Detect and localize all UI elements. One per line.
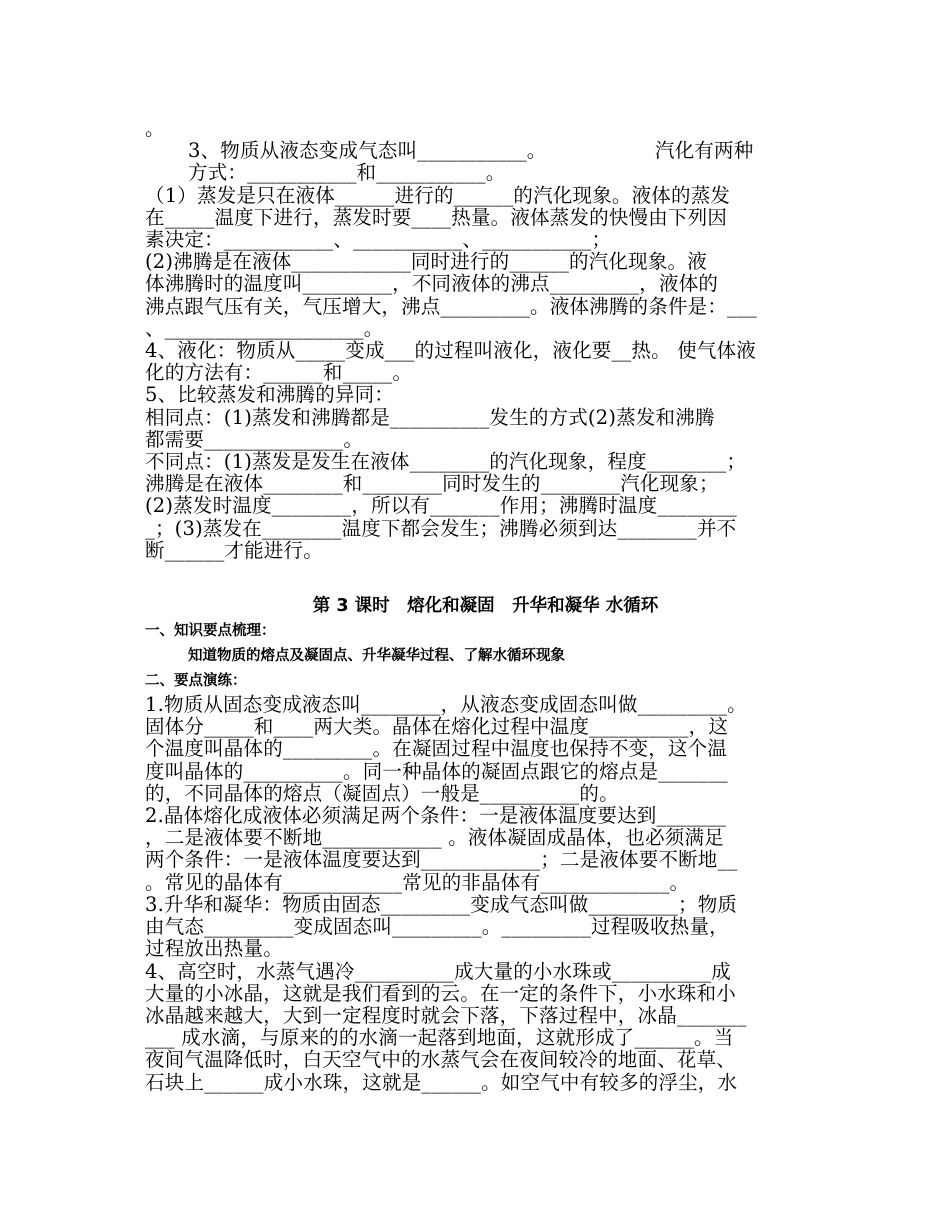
upper-text-block (145, 118, 810, 562)
text-line: 方式：___________和___________。 (188, 161, 506, 185)
text-line: ，二是液体要不断地____________ 。液体凝固成晶体，也必须满足 (145, 826, 724, 850)
text-line: 。 (145, 117, 165, 140)
text-line: ___ 成水滴，与原来的的水滴一起落到地面，这就形成了______。当 (145, 1026, 734, 1050)
text-line: 4、液化：物质从_____变成___的过程叫液化，液化要__热。 使气体液 (145, 339, 757, 363)
text-line: 都需要______________。 (145, 427, 364, 451)
text-line: （1）蒸发是只在液体______进行的______的汽化现象。液体的蒸发 (145, 183, 731, 207)
text-line: 夜间气温降低时，白天空气中的水蒸气会在夜间较冷的地面、花草、 (145, 1048, 737, 1072)
section-heading-exercises: 二、要点演练： (145, 673, 247, 690)
text-line: 体沸腾时的温度叫_________，不同液体的沸点_________，液体的 (145, 272, 719, 296)
text-line: 化的方法有：______和_____。 (145, 361, 413, 385)
text-line: 2.晶体熔化成液体必须满足两个条件：一是液体温度要达到_______ (145, 804, 727, 828)
text-line: 冰晶越来越大，大到一定程度时就会下落，下落过程中，冰晶_______ (145, 1003, 747, 1027)
text-line: 的，不同晶体的熔点（凝固点）一般是__________的。 (145, 781, 619, 805)
text-line: 3、物质从液态变成气态叫___________。 汽化有两种 (188, 139, 754, 163)
text-line: 3.升华和凝华：物质由固态_________变成气态叫做_________；物质 (145, 892, 738, 916)
text-line: 大量的小冰晶，这就是我们看到的云。在一定的条件下，小水珠和小 (145, 981, 737, 1005)
lower-text-block (145, 694, 810, 1094)
text-line: 素决定：___________、___________、___________； (145, 228, 612, 252)
text-line: 个温度叫晶体的_________。在凝固过程中温度也保持不变，这个温 (145, 737, 728, 761)
text-line: 由气态_________变成固态叫_________。_________过程吸收热量， (145, 915, 729, 939)
text-line: 不同点：(1)蒸发是发生在液体________的汽化现象，程度________； (145, 450, 747, 474)
text-line: (2)蒸发时温度________，所以有_______作用；沸腾时温度________ (145, 494, 737, 518)
text-line: 过程放出热量。 (145, 937, 283, 961)
text-line: 断______才能进行。 (145, 538, 323, 562)
text-line: 两个条件：一是液体温度要达到____________；二是液体要不断地__ (145, 848, 738, 872)
text-line: 。常见的晶体有____________常见的非晶体有_____________。 (145, 870, 690, 894)
text-line: 在_____温度下进行，蒸发时要____热量。液体蒸发的快慢由下列因 (145, 205, 728, 229)
text-line: 相同点：(1)蒸发和沸腾都是__________发生的方式(2)蒸发和沸腾 (145, 405, 715, 429)
text-line: 沸腾是在液体________和________同时发生的________汽化现象； (145, 472, 719, 496)
section-knowledge-text: 知道物质的熔点及凝固点、升华凝华过程、了解水循环现象 (188, 648, 565, 665)
lesson-title: 第 3 课时 熔化和凝固 升华和凝华 水循环 (312, 596, 659, 617)
text-line: _；(3)蒸发在________温度下都会发生；沸腾必须到达________并不 (145, 516, 737, 540)
text-line: 石块上______成小水珠，这就是______。如空气中有较多的浮尘，水 (145, 1070, 738, 1094)
text-line: 度叫晶体的__________。同一种晶体的凝固点跟它的熔点是_______ (145, 759, 728, 783)
text-line: 4、高空时，水蒸气遇冷__________成大量的小水珠或__________成 (145, 959, 731, 983)
text-line: 固体分_____和____两大类。晶体在熔化过程中温度__________，这 (145, 715, 729, 739)
text-line: (2)沸腾是在液体____________同时进行的______的汽化现象。液 (145, 250, 707, 274)
text-line: 5、比较蒸发和沸腾的异同： (145, 383, 395, 407)
text-line: 1.物质从固态变成液态叫________，从液态变成固态叫做_________。 (145, 693, 747, 717)
worksheet-page (145, 118, 810, 1094)
section-heading-knowledge: 一、知识要点梳理： (145, 623, 276, 640)
text-line: 、____________________。 (145, 316, 384, 340)
text-line: 沸点跟气压有关，气压增大，沸点_________。液体沸腾的条件是：___ (145, 294, 757, 318)
